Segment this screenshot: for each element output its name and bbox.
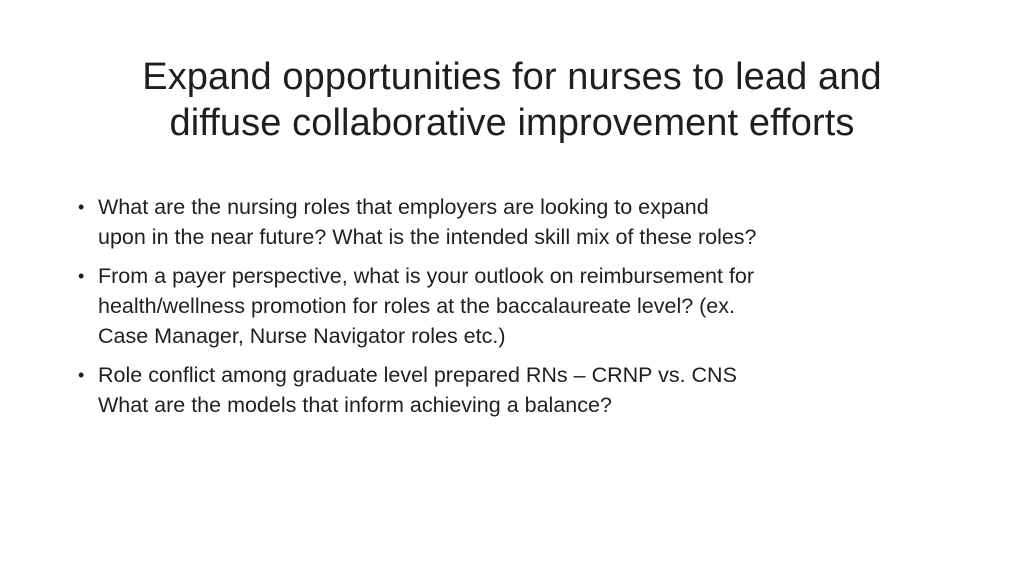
bullet-1-line-1: What are the nursing roles that employers are looking to expand — [98, 195, 709, 219]
bullet-2-line-3: Case Manager, Nurse Navigator roles etc.) — [98, 324, 506, 348]
bullet-2-line-1: From a payer perspective, what is your outlook on reimbursement for — [98, 264, 755, 288]
bullet-list — [76, 192, 956, 429]
bullet-2-line-2: health/wellness promotion for roles at the baccalaureate level? (ex. — [98, 294, 735, 318]
bullet-3-line-1: Role conflict among graduate level prepared RNs – CRNP vs. CNS — [98, 363, 737, 387]
bullet-marker: • — [78, 365, 85, 385]
slide-title — [70, 54, 954, 146]
bullet-item-2 — [76, 261, 956, 351]
title-line-1: Expand opportunities for nurses to lead and — [142, 56, 882, 98]
bullet-marker: • — [78, 197, 85, 217]
bullet-marker: • — [78, 266, 85, 286]
bullet-item-3 — [76, 360, 956, 420]
bullet-item-1 — [76, 192, 956, 252]
bullet-3-line-2: What are the models that inform achieving a balance? — [98, 393, 612, 417]
bullet-1-line-2: upon in the near future? What is the intended skill mix of these roles? — [98, 225, 757, 249]
title-line-2: diffuse collaborative improvement efforts — [169, 102, 855, 144]
